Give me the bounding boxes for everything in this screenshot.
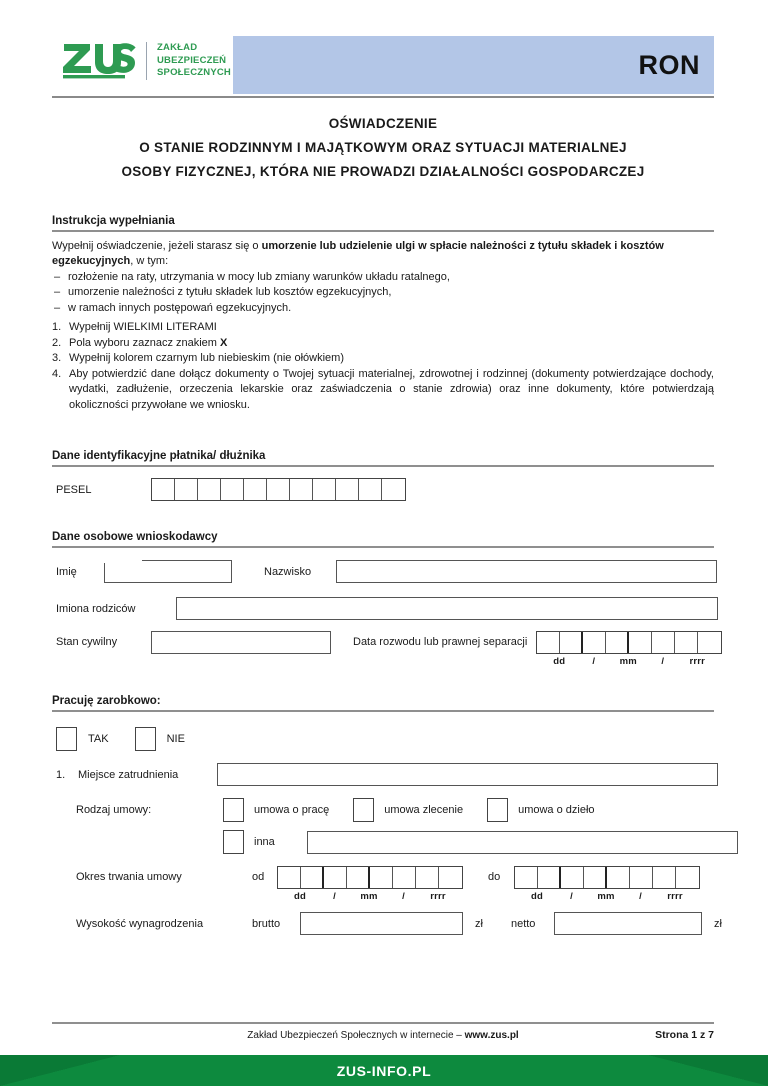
dash-item-text: w ramach innych postępowań egzekucyjnych.	[68, 301, 292, 314]
period-to-input[interactable]	[514, 866, 700, 889]
instructions-body	[52, 239, 714, 414]
legend-sep: /	[661, 656, 665, 667]
marital-input[interactable]	[151, 631, 331, 654]
period-from-field[interactable]	[277, 866, 463, 902]
salary-row	[76, 912, 722, 935]
workplace-input[interactable]	[217, 763, 718, 786]
page-title	[52, 116, 714, 179]
workplace-label: Miejsce zatrudnienia	[78, 768, 179, 781]
work-yesno-row	[56, 727, 185, 751]
zus-logo	[62, 40, 231, 80]
date-cell[interactable]	[698, 632, 721, 653]
personal-section	[52, 531, 714, 548]
work-yes-label: TAK	[88, 733, 109, 745]
gross-input[interactable]	[300, 912, 463, 935]
name-row	[56, 560, 717, 583]
site-banner	[0, 1055, 768, 1086]
legend-sep: /	[402, 891, 405, 902]
list-number: 1.	[52, 321, 62, 333]
date-cell[interactable]	[583, 632, 606, 653]
document-header	[52, 36, 714, 98]
dash-item-text: umorzenie należności z tytułu składek lub kosztów egzekucyjnych,	[68, 286, 392, 298]
period-to-label: do	[488, 871, 501, 883]
net-input[interactable]	[554, 912, 702, 935]
legend-dd: dd	[293, 891, 306, 902]
legend-dd: dd	[553, 656, 566, 667]
instructions-heading: Instrukcja wypełniania	[52, 215, 175, 227]
identity-section	[52, 450, 714, 467]
date-cell[interactable]	[347, 867, 370, 888]
last-name-input[interactable]	[336, 560, 717, 583]
date-cell[interactable]	[416, 867, 439, 888]
identity-rule	[52, 465, 714, 467]
pesel-cell[interactable]	[175, 479, 198, 500]
work-yes-checkbox[interactable]	[56, 727, 77, 751]
legend-dd: dd	[530, 891, 543, 902]
workplace-item-number: 1.	[56, 768, 66, 781]
footer-text	[52, 1030, 714, 1041]
contract-option-checkbox-umowa-o-dzielo[interactable]	[487, 798, 508, 822]
legend-rrrr: rrrr	[689, 656, 706, 667]
net-currency: zł	[713, 917, 722, 930]
net-label: netto	[510, 917, 536, 930]
pesel-row	[56, 478, 406, 501]
legend-sep: /	[592, 656, 596, 667]
footer-website-link[interactable]: www.zus.pl	[464, 1030, 519, 1041]
footer-divider	[52, 1022, 714, 1024]
list-item-text	[69, 351, 714, 367]
list-item	[52, 367, 714, 414]
list-item-text	[69, 336, 714, 352]
legend-rrrr: rrrr	[667, 891, 683, 902]
marital-label: Stan cywilny	[56, 636, 118, 648]
workplace-row	[56, 763, 718, 786]
contract-other-input[interactable]	[307, 831, 738, 854]
title-line-1: OŚWIADCZENIE	[328, 116, 438, 131]
divorce-date-input[interactable]	[536, 631, 722, 654]
date-cell[interactable]	[370, 867, 393, 888]
date-cell[interactable]	[278, 867, 301, 888]
legend-rrrr: rrrr	[430, 891, 446, 902]
legend-mm: mm	[360, 891, 378, 902]
identity-heading: Dane identyfikacyjne płatnika/ dłużnika	[52, 450, 266, 462]
contract-option-checkbox-umowa-zlecenie[interactable]	[353, 798, 374, 822]
pesel-cell[interactable]	[198, 479, 221, 500]
item-text-pre: Aby potwierdzić dane dołącz dokumenty o Twojej sytuacji materialnej, zdrowotnej i rodzinnej (dokumenty potwierdzające dochody, wydatki, zadłużenie, orzeczenia lekarskie oraz zaświadczenia o stanie zdrowia) oraz inne dokumenty, które potwierdzają okoliczności przywołane we wniosku.	[69, 367, 714, 411]
item-text-bold: X	[220, 336, 228, 349]
work-heading: Pracuję zarobkowo:	[52, 695, 161, 707]
date-cell[interactable]	[606, 632, 629, 653]
pesel-cell[interactable]	[244, 479, 267, 500]
title-line-2: O STANIE RODZINNYM I MAJĄTKOWYM ORAZ SYTUACJI MATERIALNEJ	[139, 140, 627, 155]
gross-currency: zł	[475, 917, 483, 930]
parents-row	[56, 597, 718, 620]
pesel-cell[interactable]	[359, 479, 382, 500]
date-cell[interactable]	[560, 632, 583, 653]
last-name-label: Nazwisko	[264, 565, 312, 578]
date-legend	[277, 891, 463, 902]
logo-line-3: SPOŁECZNYCH	[157, 67, 231, 79]
instructions-dash-list	[52, 270, 714, 317]
logo-line-2: UBEZPIECZEŃ	[157, 54, 227, 66]
contract-option-label: umowa o dzieło	[518, 804, 595, 816]
logo-divider	[146, 42, 147, 80]
page-number: Strona 1 z 7	[655, 1029, 714, 1041]
site-banner-label: ZUS-INFO.PL	[336, 1062, 432, 1079]
date-cell[interactable]	[538, 867, 561, 888]
date-cell[interactable]	[630, 867, 653, 888]
contract-period-row	[76, 866, 700, 902]
personal-rule	[52, 546, 714, 548]
logo-subtitle	[157, 40, 231, 80]
pesel-cell[interactable]	[382, 479, 405, 500]
pesel-cell[interactable]	[290, 479, 313, 500]
date-legend	[536, 656, 722, 667]
first-name-input-body	[104, 563, 232, 583]
divorce-date-field[interactable]	[536, 631, 722, 667]
contract-option-label: umowa zlecenie	[384, 804, 464, 816]
date-cell[interactable]	[676, 867, 699, 888]
intro-bold: umorzenie lub udzielenie ulgi w spłacie należności z tytułu składek i kosztów egzekucyjnych	[52, 239, 664, 267]
period-from-label: od	[252, 871, 265, 883]
item-text-pre: Wypełnij WIELKIMI LITERAMI	[69, 321, 217, 333]
divorce-date-label: Data rozwodu lub prawnej separacji	[353, 636, 528, 648]
marital-row	[56, 631, 722, 667]
date-cell[interactable]	[607, 867, 630, 888]
contract-period-label: Okres trwania umowy	[76, 871, 182, 883]
pesel-cell[interactable]	[152, 479, 175, 500]
date-cell[interactable]	[675, 632, 698, 653]
pesel-cell[interactable]	[336, 479, 359, 500]
instructions-numbered-list	[52, 320, 714, 413]
pesel-cell[interactable]	[221, 479, 244, 500]
list-number: 4.	[52, 367, 62, 380]
contract-option-checkbox-umowa-o-prace[interactable]	[223, 798, 244, 822]
legend-mm: mm	[597, 891, 615, 902]
personal-heading: Dane osobowe wnioskodawcy	[52, 531, 218, 543]
contract-other-label: inna	[254, 836, 275, 848]
work-rule	[52, 710, 714, 712]
list-number: 3.	[52, 352, 62, 364]
date-cell[interactable]	[393, 867, 416, 888]
dash-marker: –	[54, 301, 61, 314]
parents-input[interactable]	[176, 597, 718, 620]
date-cell[interactable]	[537, 632, 560, 653]
work-no-label: NIE	[166, 733, 185, 745]
first-name-input[interactable]	[104, 560, 232, 583]
list-item	[52, 320, 714, 336]
zus-wordmark-icon	[62, 40, 136, 80]
gross-label: brutto	[252, 917, 281, 930]
form-code-label: RON	[638, 49, 700, 80]
legend-sep: /	[639, 891, 642, 902]
contract-type-row	[76, 798, 595, 822]
pesel-label: PESEL	[56, 483, 92, 496]
contract-other-row	[223, 830, 738, 854]
dash-marker: –	[54, 286, 61, 298]
date-cell[interactable]	[584, 867, 607, 888]
header-divider	[52, 96, 714, 98]
list-item	[52, 285, 714, 301]
contract-type-label: Rodzaj umowy:	[76, 804, 152, 816]
salary-label: Wysokość wynagrodzenia	[76, 917, 204, 930]
legend-sep: /	[570, 891, 573, 902]
title-line-3: OSOBY FIZYCZNEJ, KTÓRA NIE PROWADZI DZIAŁALNOŚCI GOSPODARCZEJ	[121, 164, 645, 179]
dash-item-text: rozłożenie na raty, utrzymania w mocy lub zmiany warunków układu ratalnego,	[68, 270, 450, 283]
pesel-cell[interactable]	[313, 479, 336, 500]
list-item-text	[69, 367, 714, 414]
date-cell[interactable]	[439, 867, 462, 888]
item-text-pre: Pola wyboru zaznacz znakiem	[69, 336, 221, 349]
date-legend	[514, 891, 700, 902]
date-cell[interactable]	[515, 867, 538, 888]
first-name-label: Imię	[56, 565, 77, 578]
list-item	[52, 270, 714, 286]
list-item-text	[69, 320, 714, 336]
legend-mm: mm	[619, 656, 637, 667]
date-cell[interactable]	[324, 867, 347, 888]
list-item	[52, 336, 714, 352]
date-cell[interactable]	[653, 867, 676, 888]
period-from-input[interactable]	[277, 866, 463, 889]
instructions-intro	[52, 239, 714, 270]
contract-option-label: umowa o pracę	[254, 804, 330, 816]
list-item	[52, 301, 714, 317]
pesel-input[interactable]	[151, 478, 406, 501]
work-no-checkbox[interactable]	[135, 727, 156, 751]
list-number: 2.	[52, 336, 62, 349]
pesel-cell[interactable]	[267, 479, 290, 500]
instructions-rule	[52, 230, 714, 232]
parents-label: Imiona rodziców	[56, 602, 136, 615]
date-cell[interactable]	[561, 867, 584, 888]
logo-line-1: ZAKŁAD	[157, 42, 198, 53]
period-to-field[interactable]	[514, 866, 700, 902]
list-item	[52, 351, 714, 367]
contract-other-checkbox[interactable]	[223, 830, 244, 854]
date-cell[interactable]	[652, 632, 675, 653]
intro-post: , w tym:	[130, 255, 169, 267]
legend-sep: /	[333, 891, 336, 902]
work-section	[52, 695, 714, 712]
item-text-pre: Wypełnij kolorem czarnym lub niebieskim (nie ołówkiem)	[69, 352, 344, 364]
date-cell[interactable]	[301, 867, 324, 888]
instructions-section	[52, 215, 714, 413]
footer-text-pre: Zakład Ubezpieczeń Społecznych w internecie –	[247, 1030, 465, 1041]
intro-pre: Wypełnij oświadczenie, jeżeli starasz się o	[52, 239, 262, 252]
dash-marker: –	[54, 270, 61, 283]
form-code-badge	[233, 36, 714, 94]
date-cell[interactable]	[629, 632, 652, 653]
